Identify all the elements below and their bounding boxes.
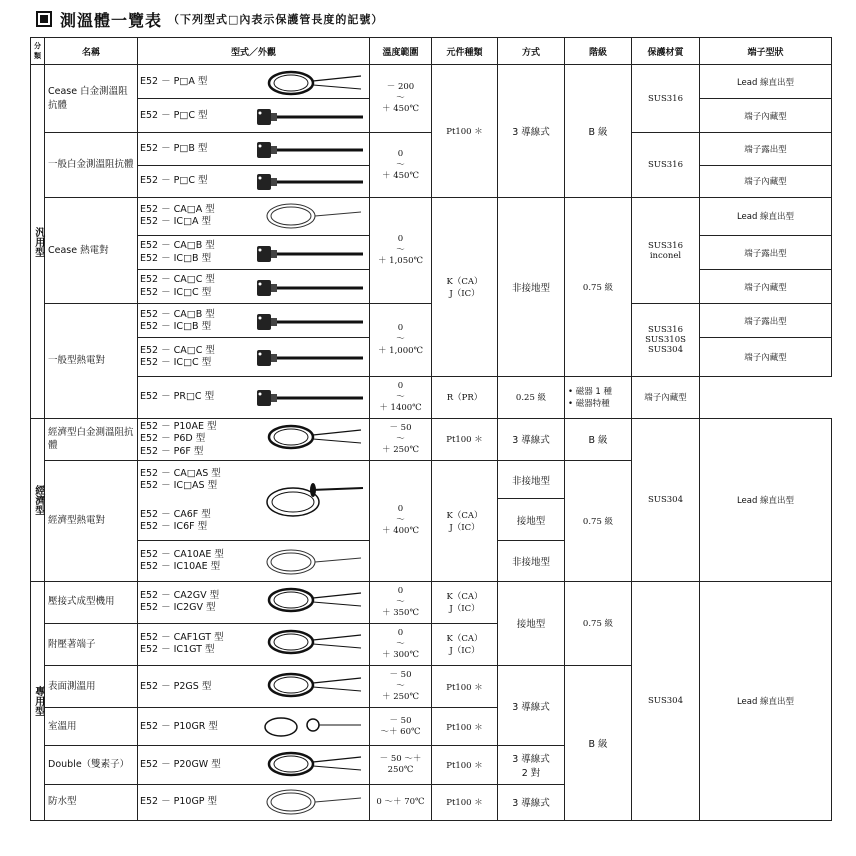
name-cell: 經濟型熱電對: [45, 461, 138, 582]
grade-cell: B 級: [565, 418, 632, 460]
element-cell: K（CA） J（IC）: [432, 197, 498, 376]
grade-cell: B 級: [565, 65, 632, 198]
terminal-cell: 端子內藏型: [700, 99, 832, 133]
range-cell: 0 ～ ＋ 300℃: [370, 623, 432, 665]
model-label: E52 － CA□C 型 E52 － IC□C 型: [140, 344, 215, 369]
model-label: E52 － P□C 型: [140, 109, 208, 121]
probe-illustration: [251, 669, 369, 705]
name-cell: 表面測溫用: [45, 666, 138, 708]
method-cell: 3 導線式: [498, 666, 565, 746]
model-cell: [138, 418, 370, 460]
model-label: E52 － CA□B 型 E52 － IC□B 型: [140, 308, 215, 332]
col-header-range: 溫度範圍: [370, 38, 432, 65]
grade-cell: 0.25 級: [498, 376, 565, 418]
element-cell: Pt100 ＊: [432, 708, 498, 746]
model-cell: [138, 270, 370, 304]
grade-cell: B 級: [565, 666, 632, 821]
table-row: [31, 376, 832, 418]
model-cell: [138, 541, 370, 581]
table-row: [31, 65, 832, 99]
method-cell: 非接地型: [498, 541, 565, 581]
probe-illustration: [251, 748, 369, 782]
protection-cell: SUS304: [632, 418, 700, 581]
model-label: E52 － CA2GV 型 E52 － IC2GV 型: [140, 589, 220, 614]
range-cell: － 50 ～ ＋ 250℃: [370, 418, 432, 460]
range-cell: － 50 ～ ＋ 250℃: [370, 666, 432, 708]
category-economy: 經濟型: [31, 418, 45, 581]
model-cell: [138, 235, 370, 269]
model-label: E52 － P2GS 型: [140, 680, 212, 692]
name-cell: 附壓著端子: [45, 623, 138, 665]
terminal-cell: 端子露出型: [700, 133, 832, 165]
col-header-name: 名稱: [45, 38, 138, 65]
table-row: [31, 133, 832, 165]
table-row: [31, 304, 832, 338]
range-cell: 0 ～ ＋ 400℃: [370, 461, 432, 582]
model-label: E52 － P10GP 型: [140, 796, 218, 808]
model-label: E52 － CA□C 型 E52 － IC□C 型: [140, 274, 215, 298]
name-cell: Cease 熱電對: [45, 197, 138, 304]
model-label: E52 － PR□C 型: [140, 391, 215, 403]
model-label: E52 － P10AE 型 E52 － P6D 型 E52 － P6F 型: [140, 420, 217, 457]
model-cell: [138, 304, 370, 338]
range-cell: － 200 ～ ＋ 450℃: [370, 65, 432, 133]
element-cell: K（CA） J（IC）: [432, 623, 498, 665]
probe-illustration: [251, 342, 369, 372]
probe-illustration: [251, 200, 369, 232]
probe-illustration: [251, 166, 369, 196]
terminal-cell: 端子內藏型: [700, 338, 832, 376]
header-row: [31, 38, 832, 65]
col-header-element: 元件種類: [432, 38, 498, 65]
method-cell: 3 導線式 2 對: [498, 746, 565, 784]
probe-illustration: [251, 238, 369, 268]
grade-cell: 0.75 級: [565, 581, 632, 665]
element-cell: K（CA） J（IC）: [432, 581, 498, 623]
range-cell: 0 ～ ＋ 1,000℃: [370, 304, 432, 376]
probe-illustration: [251, 67, 369, 97]
col-header-model: 型式／外觀: [138, 38, 370, 65]
probe-illustration: [251, 272, 369, 302]
method-cell: 非接地型: [498, 197, 565, 376]
probe-illustration: [251, 546, 369, 576]
element-cell: Pt100 ＊: [432, 65, 498, 198]
range-cell: 0 ～ ＋ 450℃: [370, 133, 432, 197]
probe-illustration: [251, 711, 369, 743]
name-cell: 一般型熱電對: [45, 304, 138, 419]
probe-illustration: [251, 101, 369, 131]
model-cell: [138, 99, 370, 133]
probe-illustration: [251, 584, 369, 620]
probe-illustration: [251, 786, 369, 818]
terminal-cell: Lead 線直出型: [700, 418, 832, 581]
element-cell: Pt100 ＊: [432, 666, 498, 708]
model-label: E52 － CA□B 型 E52 － IC□B 型: [140, 240, 215, 264]
terminal-cell: 端子內藏型: [700, 165, 832, 197]
method-cell: 3 導線式: [498, 784, 565, 820]
name-cell: 防水型: [45, 784, 138, 820]
range-cell: 0 ～ ＋ 1400℃: [370, 376, 432, 418]
table-row: [31, 197, 832, 235]
model-label: E52 － P□B 型: [140, 142, 208, 154]
range-cell: 0 ～＋ 70℃: [370, 784, 432, 820]
col-header-category: 分類: [31, 38, 45, 65]
square-bullet-icon: [36, 11, 52, 27]
model-label: E52 － P10GR 型: [140, 720, 218, 732]
model-cell: [138, 65, 370, 99]
protection-cell: SUS316 SUS310S SUS304: [632, 304, 700, 376]
range-cell: － 50 ～＋ 60℃: [370, 708, 432, 746]
method-cell: 3 導線式: [498, 65, 565, 198]
col-header-grade: 階級: [565, 38, 632, 65]
probe-illustration: [251, 421, 369, 457]
element-cell: Pt100 ＊: [432, 784, 498, 820]
element-cell: Pt100 ＊: [432, 418, 498, 460]
protection-cell: • 磁器 1 種 • 磁器特種: [565, 376, 632, 418]
protection-cell: SUS316: [632, 65, 700, 133]
name-cell: 室溫用: [45, 708, 138, 746]
terminal-cell: Lead 線直出型: [700, 581, 832, 820]
thermometer-spec-table: [30, 37, 832, 821]
table-row: [31, 581, 832, 623]
model-cell: [138, 461, 370, 541]
range-cell: 0 ～ ＋ 1,050℃: [370, 197, 432, 304]
table-row: [31, 418, 832, 460]
model-label: E52 － CA6F 型 E52 － IC6F 型: [140, 508, 211, 533]
model-cell: [138, 376, 370, 418]
probe-illustration: [251, 382, 369, 412]
model-label: E52 － P20GW 型: [140, 758, 221, 770]
element-cell: R（PR）: [432, 376, 498, 418]
page-title: [36, 8, 383, 30]
name-cell: Cease 白金測溫阻抗體: [45, 65, 138, 133]
probe-illustration: [251, 466, 369, 536]
model-label: E52 － CA□A 型 E52 － IC□A 型: [140, 204, 215, 228]
terminal-cell: Lead 線直出型: [700, 197, 832, 235]
model-cell: [138, 784, 370, 820]
model-cell: [138, 746, 370, 784]
model-cell: [138, 708, 370, 746]
method-cell: 接地型: [498, 581, 565, 665]
model-cell: [138, 623, 370, 665]
terminal-cell: 端子內藏型: [632, 376, 700, 418]
terminal-cell: 端子露出型: [700, 304, 832, 338]
col-header-method: 方式: [498, 38, 565, 65]
method-cell: 3 導線式: [498, 418, 565, 460]
probe-illustration: [251, 626, 369, 662]
model-cell: [138, 338, 370, 376]
element-cell: K（CA） J（IC）: [432, 461, 498, 582]
model-cell: [138, 165, 370, 197]
category-general: 汎用型: [31, 65, 45, 419]
model-label: E52 － CA10AE 型 E52 － IC10AE 型: [140, 548, 224, 573]
model-label: E52 － P□C 型: [140, 175, 208, 187]
grade-cell: 0.75 級: [565, 461, 632, 582]
terminal-cell: 端子露出型: [700, 235, 832, 269]
model-cell: [138, 133, 370, 165]
protection-cell: SUS316: [632, 133, 700, 197]
model-cell: [138, 666, 370, 708]
col-header-protection: 保護材質: [632, 38, 700, 65]
model-label: E52 － CAF1GT 型 E52 － IC1GT 型: [140, 632, 224, 656]
protection-cell: SUS304: [632, 581, 700, 820]
title-subtitle: （下列型式□內表示保護管長度的記號）: [168, 13, 384, 26]
method-cell: 非接地型: [498, 461, 565, 499]
col-header-terminal: 端子型狀: [700, 38, 832, 65]
protection-cell: SUS316 inconel: [632, 197, 700, 304]
model-label: E52 － P□A 型: [140, 75, 208, 87]
range-cell: － 50 ～＋ 250℃: [370, 746, 432, 784]
name-cell: 經濟型白金測溫阻抗體: [45, 418, 138, 460]
model-label: E52 － CA□AS 型 E52 － IC□AS 型: [140, 468, 221, 492]
model-cell: [138, 197, 370, 235]
range-cell: 0 ～ ＋ 350℃: [370, 581, 432, 623]
model-cell: [138, 581, 370, 623]
category-special: 專用型: [31, 581, 45, 820]
method-cell: 接地型: [498, 499, 565, 541]
name-cell: 一般白金測溫阻抗體: [45, 133, 138, 197]
grade-cell: 0.75 級: [565, 197, 632, 376]
name-cell: Double（雙素子）: [45, 746, 138, 784]
name-cell: 壓接式成型機用: [45, 581, 138, 623]
terminal-cell: Lead 線直出型: [700, 65, 832, 99]
terminal-cell: 端子內藏型: [700, 270, 832, 304]
title-text: 測溫體一覽表: [60, 10, 163, 30]
probe-illustration: [251, 134, 369, 164]
probe-illustration: [251, 306, 369, 336]
element-cell: Pt100 ＊: [432, 746, 498, 784]
